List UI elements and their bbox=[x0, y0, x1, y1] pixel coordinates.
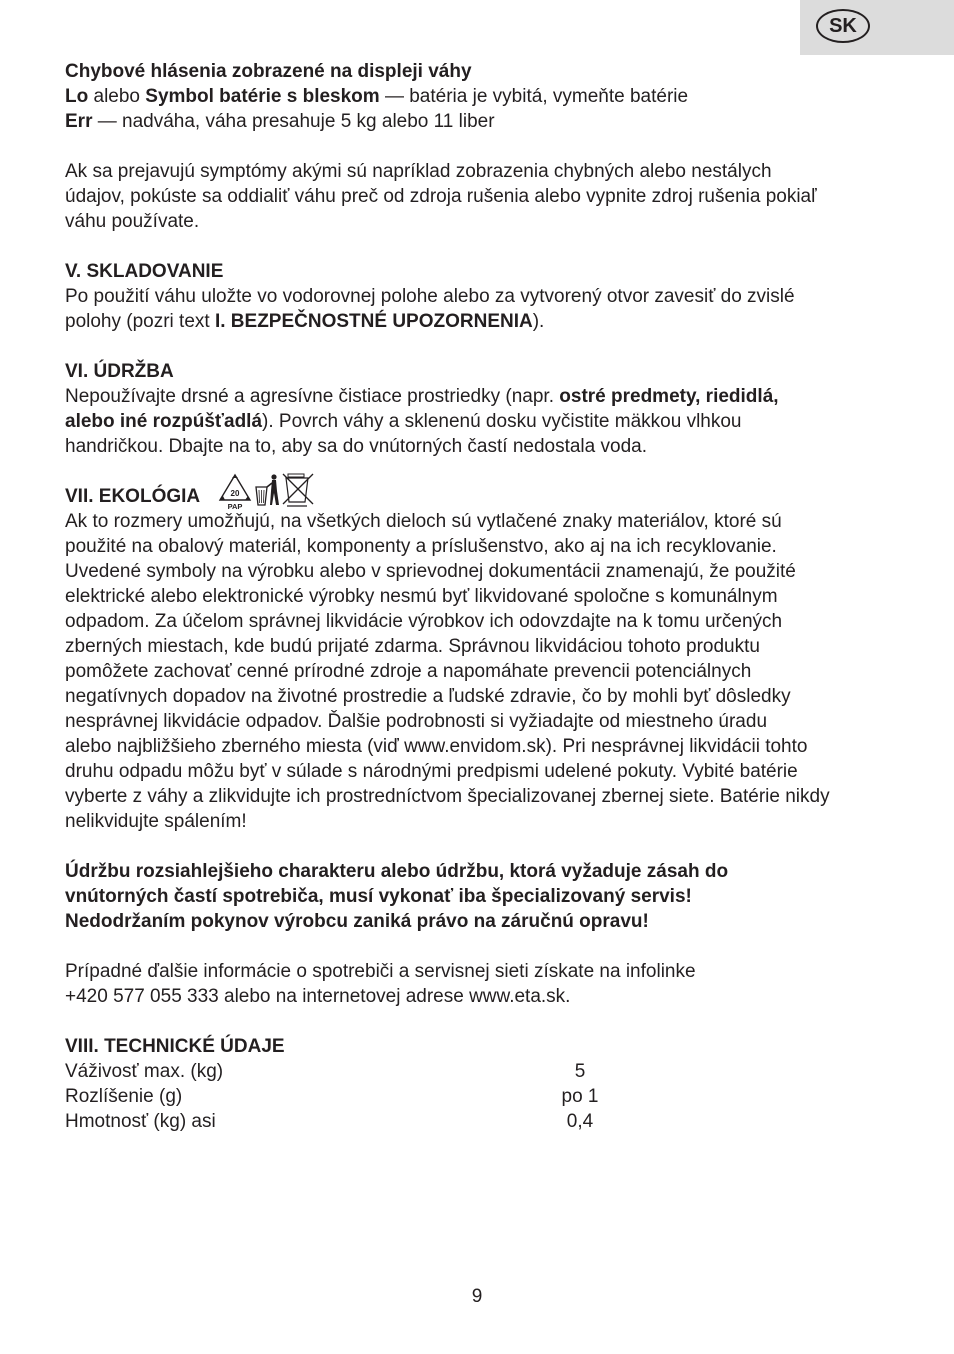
maintenance-bold-text: alebo iné rozpúšťadlá bbox=[65, 411, 263, 432]
error-lo-connector: alebo bbox=[88, 86, 146, 107]
ecology-line: druhu odpadu môžu byť v súlade s národnými predpismi udelené pokuty. Vybité batérie bbox=[65, 761, 798, 782]
spec-value: 0,4 bbox=[566, 1111, 594, 1132]
interference-line: Ak sa prejavujú symptómy akými sú napríklad zobrazenia chybných alebo nestálych bbox=[65, 161, 772, 182]
warning-line: Nedodržaním pokynov výrobcu zaniká právo na záručnú opravu! bbox=[65, 911, 649, 932]
ecology-line: nelikvidujte spálením! bbox=[65, 811, 247, 832]
interference-paragraph bbox=[65, 159, 895, 234]
info-line: Prípadné ďalšie informácie o spotrebiči a servisnej sieti získate na infolinke bbox=[65, 961, 696, 982]
recycle-icon bbox=[220, 475, 250, 511]
interference-line: váhu používate. bbox=[65, 211, 200, 232]
storage-text: ). bbox=[532, 311, 545, 332]
spec-label: Váživosť max. (kg) bbox=[65, 1061, 224, 1082]
error-lo-symbol: Symbol batérie s bleskom bbox=[145, 86, 380, 107]
maintenance-text: ). Povrch váhy a sklenenú dosku vyčistite mäkkou vlhkou bbox=[262, 411, 742, 432]
page-content bbox=[65, 59, 895, 1134]
spec-row bbox=[65, 1084, 895, 1109]
service-warning bbox=[65, 859, 895, 934]
ecology-line: pomôžete zachovať cenné prírodné zdroje a napomáhate prevencii potenciálnych bbox=[65, 661, 752, 682]
ecology-heading: VII. EKOLÓGIA bbox=[65, 486, 201, 507]
ecology-line: vyberte z váhy a zlikvidujte ich prostredníctvom špecializovanej zbernej siete. Batérie nikdy bbox=[65, 786, 830, 807]
error-lo-description: — batéria je vybitá, vymeňte batérie bbox=[379, 86, 689, 107]
error-err-code: Err bbox=[65, 111, 93, 132]
technical-specs-section bbox=[65, 1034, 895, 1134]
error-lo-code: Lo bbox=[65, 86, 89, 107]
specs-heading: VIII. TECHNICKÉ ÚDAJE bbox=[65, 1036, 285, 1057]
maintenance-line: handričkou. Dbajte na to, aby sa do vnútorných častí nedostala voda. bbox=[65, 436, 647, 457]
maintenance-text: Nepoužívajte drsné a agresívne čistiace prostriedky (napr. bbox=[65, 386, 560, 407]
info-paragraph bbox=[65, 959, 895, 1009]
storage-line: Po použití váhu uložte vo vodorovnej polohe alebo za vytvorený otvor zavesiť do zvislé bbox=[65, 286, 795, 307]
ecology-section bbox=[65, 484, 895, 834]
interference-line: údajov, pokúste sa oddialiť váhu preč od zdroja rušenia alebo vypnite zdroj rušenia pokiaľ bbox=[65, 186, 817, 207]
language-badge: SK bbox=[816, 9, 870, 43]
ecology-heading-line bbox=[65, 484, 895, 509]
ecology-line: odpadom. Za účelom správnej likvidácie výrobkov ich odovzdajte na k tomu určených bbox=[65, 611, 783, 632]
spec-label: Rozlíšenie (g) bbox=[65, 1086, 183, 1107]
recycle-code: PAP bbox=[227, 502, 243, 511]
ecology-line: použité na obalový materiál, komponenty a príslušenstvo, ako aj na ich recyklovanie. bbox=[65, 536, 777, 557]
error-lo-line bbox=[65, 84, 895, 109]
spec-row bbox=[65, 1109, 895, 1134]
storage-line bbox=[65, 309, 895, 334]
error-messages-section bbox=[65, 59, 895, 134]
error-err-line bbox=[65, 109, 895, 134]
error-err-description: — nadváha, váha presahuje 5 kg alebo 11 liber bbox=[92, 111, 495, 132]
ecology-line: Ak to rozmery umožňujú, na všetkých dieloch sú vytlačené znaky materiálov, ktoré sú bbox=[65, 511, 782, 532]
ecology-symbols bbox=[217, 472, 317, 512]
crossed-bin-icon bbox=[283, 474, 313, 506]
ecology-line: Uvedené symboly na výrobku alebo v sprievodnej dokumentácii znamenajú, že použité bbox=[65, 561, 796, 582]
ecology-line: negatívnych dopadov na životné prostredie a ľudské zdravie, čo by mohli byť dôsledky bbox=[65, 686, 791, 707]
spec-value: 5 bbox=[574, 1061, 586, 1082]
spec-value: po 1 bbox=[561, 1086, 599, 1107]
safety-reference: I. BEZPEČNOSTNÉ UPOZORNENIA bbox=[214, 311, 533, 332]
ecology-line: nesprávnej likvidácie odpadov. Ďalšie podrobnosti si vyžiadajte od miestneho úradu bbox=[65, 711, 768, 732]
spec-row bbox=[65, 1059, 895, 1084]
tidy-man-icon bbox=[256, 474, 279, 505]
storage-text: polohy (pozri text bbox=[65, 311, 215, 332]
maintenance-line bbox=[65, 409, 895, 434]
maintenance-section bbox=[65, 359, 895, 459]
warning-line: Údržbu rozsiahlejšieho charakteru alebo údržbu, ktorá vyžaduje zásah do bbox=[65, 861, 729, 882]
maintenance-bold-text: ostré predmety, riedidlá, bbox=[559, 386, 779, 407]
storage-heading: V. SKLADOVANIE bbox=[65, 261, 224, 282]
ecology-line: alebo najbližšieho zberného miesta (viď www.envidom.sk). Pri nesprávnej likvidácii tohto bbox=[65, 736, 808, 757]
error-messages-heading: Chybové hlásenia zobrazené na displeji váhy bbox=[65, 61, 472, 82]
maintenance-line bbox=[65, 384, 895, 409]
info-line: +420 577 055 333 alebo na internetovej adrese www.eta.sk. bbox=[65, 986, 571, 1007]
storage-section bbox=[65, 259, 895, 334]
language-tab bbox=[800, 0, 954, 55]
ecology-line: elektrické alebo elektronické výrobky nesmú byť likvidované spoločne s komunálnym bbox=[65, 586, 778, 607]
ecology-line: zberných miestach, kde budú prijaté zdarma. Správnou likvidáciou tohoto produktu bbox=[65, 636, 760, 657]
spec-label: Hmotnosť (kg) asi bbox=[65, 1111, 216, 1132]
maintenance-heading: VI. ÚDRŽBA bbox=[65, 361, 174, 382]
recycle-number: 20 bbox=[230, 489, 240, 498]
warning-line: vnútorných častí spotrebiča, musí vykonať iba špecializovaný servis! bbox=[65, 886, 692, 907]
page-number: 9 bbox=[471, 1286, 483, 1307]
